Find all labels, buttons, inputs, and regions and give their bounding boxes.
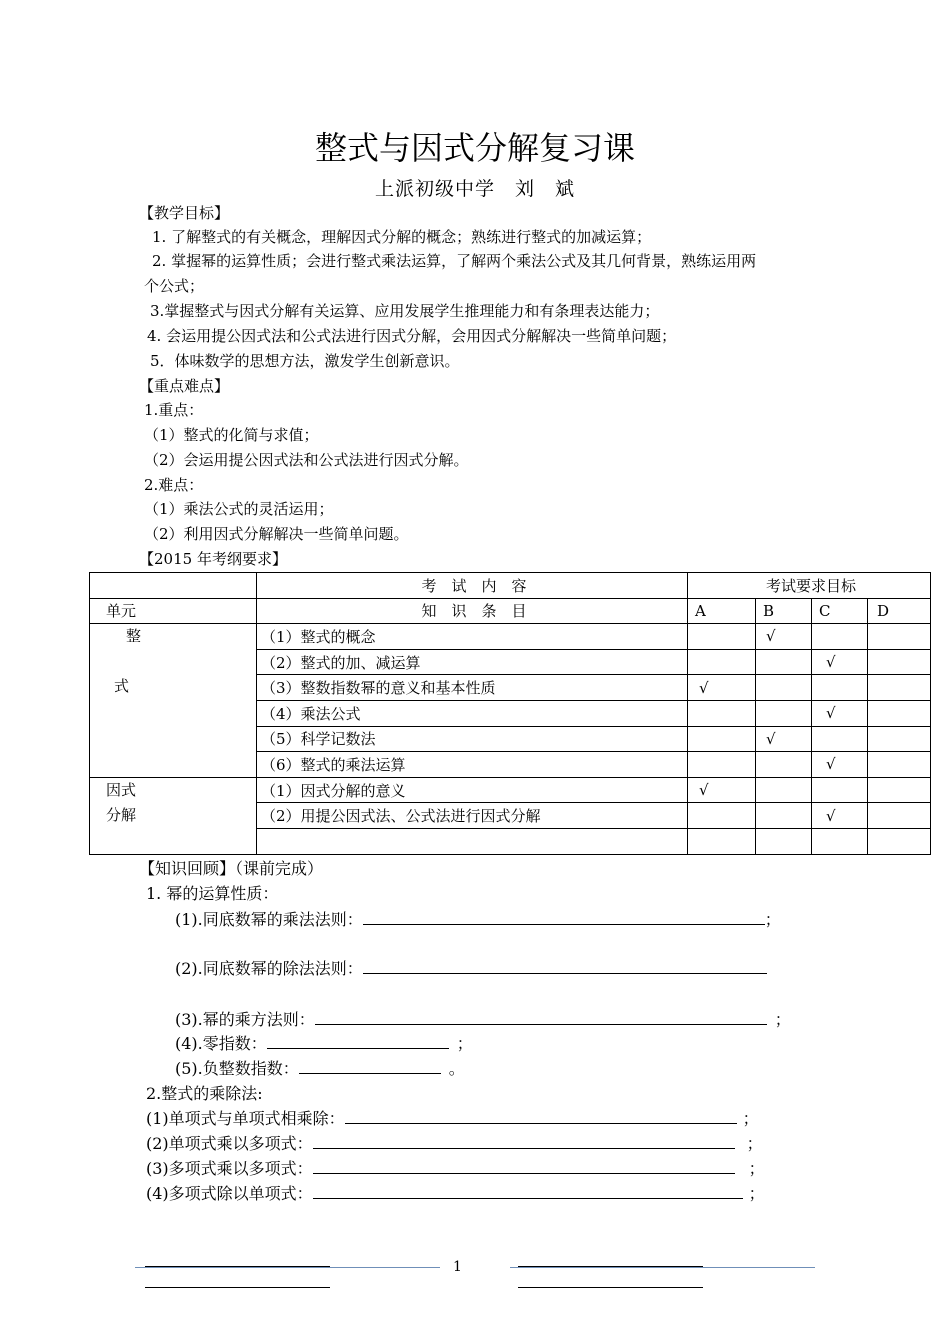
table-subheader-row [90,598,931,624]
review-heading: 【知识回顾】（课前完成） [139,859,324,878]
answer-blank[interactable] [313,1159,735,1174]
header-unit: 单元 [90,598,257,624]
objective-line: 4. 会运用提公因式法和公式法进行因式分解，会用因式分解解决一些简单问题； [147,327,677,345]
knowledge-item: （4）乘法公式 [257,700,688,726]
fill-label: (2)单项式乘以多项式： [146,1134,313,1153]
review-section-1: 1. 幂的运算性质： [146,884,279,903]
fill-line-6 [146,1109,759,1129]
check-mark: √ [688,675,756,701]
keypoint-line: 2.难点： [144,476,204,494]
header-exam-goal: 考试要求目标 [688,573,931,599]
review-section-2: 2.整式的乘除法: [146,1084,263,1103]
unit-cell-factorization [90,777,257,854]
objectives-heading: 【教学目标】 [139,204,230,222]
punctuation: ； [748,1159,765,1178]
header-level-b: B [756,598,812,624]
footer-line [145,1287,330,1288]
author-line: 上派初级中学 刘 斌 [374,178,575,200]
unit-label: 式 [114,677,130,696]
table-header-row [90,573,931,599]
unit-label: 分解 [106,805,137,824]
footer-line [518,1266,703,1267]
footer-line [145,1266,330,1267]
fill-line-4 [175,1034,473,1054]
keypoint-line: 1.重点： [144,401,204,419]
objective-line: 个公式； [144,277,205,295]
fill-label: (5).负整数指数： [175,1059,299,1078]
punctuation: ； [764,910,781,929]
answer-blank[interactable] [313,1134,735,1149]
exam-requirements-table [89,572,931,855]
knowledge-item: （1）整式的概念 [257,624,688,650]
knowledge-item: （2）整式的加、减运算 [257,649,688,675]
check-mark: √ [812,803,868,829]
punctuation: ； [748,1184,765,1203]
punctuation: ； [746,1134,763,1153]
knowledge-item: （5）科学记数法 [257,726,688,752]
fill-label: (2).同底数幂的除法法则： [175,959,363,978]
fill-line-2 [175,959,767,979]
header-exam-content: 考 试 内 容 [257,573,688,599]
header-level-a: A [688,598,756,624]
header-level-d: D [868,598,931,624]
footer-rule-right [510,1267,815,1268]
unit-label: 整 [126,627,142,646]
fill-label: (3).幂的乘方法则： [175,1010,315,1029]
punctuation: 。 [448,1059,465,1078]
answer-blank[interactable] [345,1109,737,1124]
punctuation: ； [742,1109,759,1128]
answer-blank[interactable] [363,910,765,925]
unit-cell-polynomial [90,624,257,778]
footer-rule-left [135,1267,440,1268]
knowledge-item: （2）用提公因式法、公式法进行因式分解 [257,803,688,829]
objective-line: 1. 了解整式的有关概念，理解因式分解的概念；熟练进行整式的加减运算； [152,228,652,246]
answer-blank[interactable] [299,1059,441,1074]
knowledge-item: （6）整式的乘法运算 [257,752,688,778]
table-row [90,624,931,650]
fill-line-9 [146,1184,765,1204]
check-mark: √ [688,777,756,803]
fill-label: (1).同底数幂的乘法法则： [175,910,363,929]
unit-label: 因式 [106,780,137,799]
check-mark: √ [812,649,868,675]
keypoints-heading: 【重点难点】 [139,377,230,395]
objective-line: 2. 掌握幂的运算性质；会进行整式乘法运算，了解两个乘法公式及其几何背景，熟练运用两 [152,252,757,270]
fill-label: (1)单项式与单项式相乘除： [146,1109,345,1128]
knowledge-item: （1）因式分解的意义 [257,777,688,803]
keypoint-line: （1）乘法公式的灵活运用； [144,500,334,518]
fill-label: (4).零指数： [175,1034,267,1053]
punctuation: ； [456,1034,473,1053]
header-level-c: C [812,598,868,624]
header-knowledge-item: 知 识 条 目 [257,598,688,624]
objective-line: 5．体味数学的思想方法，激发学生创新意识。 [150,352,460,370]
table-row [90,777,931,803]
punctuation: ； [774,1010,791,1029]
fill-line-5 [175,1059,465,1079]
keypoint-line: （1）整式的化简与求值； [144,426,319,444]
page-number: 1 [453,1259,462,1275]
exam-heading: 【2015 年考纲要求】 [139,550,287,568]
fill-label: (3)多项式乘以多项式： [146,1159,313,1178]
answer-blank[interactable] [363,959,767,974]
check-mark: √ [812,752,868,778]
page-title: 整式与因式分解复习课 [314,129,635,167]
objective-line: 3.掌握整式与因式分解有关运算、应用发展学生推理能力和有条理表达能力； [150,302,660,320]
check-mark: √ [812,700,868,726]
keypoint-line: （2）利用因式分解解决一些简单问题。 [144,525,409,543]
answer-blank[interactable] [315,1010,767,1025]
keypoint-line: （2）会运用提公因式法和公式法进行因式分解。 [144,451,469,469]
fill-line-8 [146,1159,765,1179]
fill-line-7 [146,1134,763,1154]
answer-blank[interactable] [267,1034,449,1049]
answer-blank[interactable] [313,1184,743,1199]
check-mark: √ [756,726,812,752]
fill-line-3 [175,1010,791,1030]
check-mark: √ [756,624,812,650]
fill-line-1 [175,910,781,930]
footer-line [518,1287,703,1288]
knowledge-item: （3）整数指数幂的意义和基本性质 [257,675,688,701]
fill-label: (4)多项式除以单项式： [146,1184,313,1203]
